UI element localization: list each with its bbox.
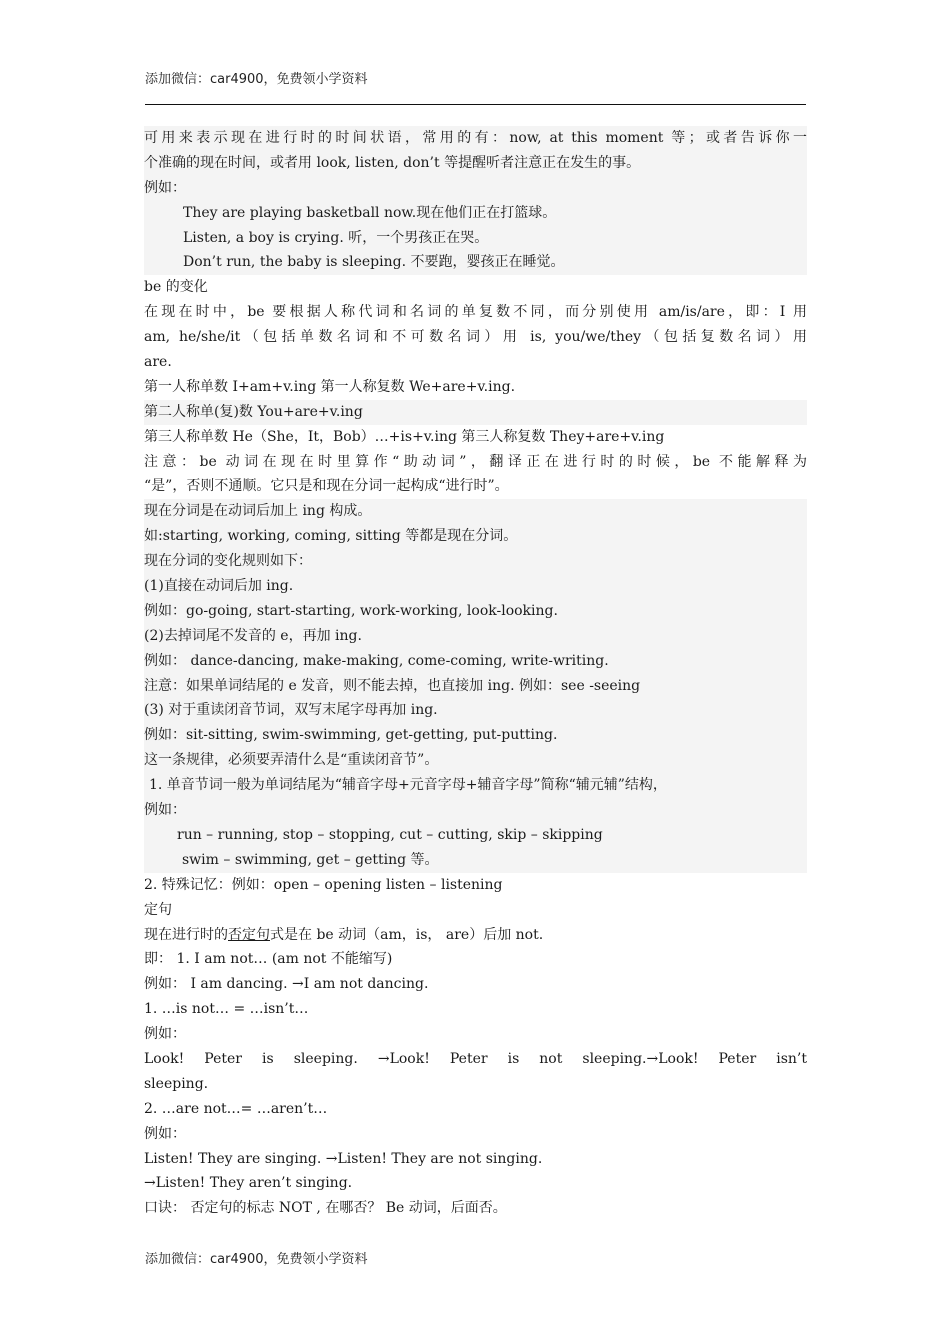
text-line: (2)去掉词尾不发音的 e，再加 ing. (144, 624, 807, 649)
text-line: 个准确的现在时间，或者用 look, listen, don’t 等提醒听者注意正在发生的事。 (144, 151, 807, 176)
text-line: 例如： (144, 1026, 186, 1043)
example-line: Don’t run, the baby is sleeping. 不要跑，婴孩正在睡觉。 (144, 250, 807, 275)
section-heading: be 的变化 (144, 279, 208, 296)
negation-prefix: 现在进行时的 (144, 926, 228, 943)
text-line: 第一人称单数 I+am+v.ing 第一人称复数 We+are+v.ing. (144, 378, 516, 395)
text-line: 例如：go-going, start-starting, work-working, look-looking. (144, 599, 807, 624)
text-line: 如:starting, working, coming, sitting 等都是现在分词。 (144, 524, 807, 549)
text-line: (1)直接在动词后加 ing. (144, 574, 807, 599)
text-line: 2. 特殊记忆：例如：open – opening listen – listening (144, 876, 503, 893)
text-line: 例如： (144, 798, 807, 823)
text-line: Listen! They are singing. →Listen! They are not singing. (144, 1150, 543, 1167)
text-line: 现在分词的变化规则如下： (144, 549, 807, 574)
text-line: 注意：be 动词在现在时里算作“助动词”，翻译正在进行时的时候，be 不能解释为 (144, 453, 807, 470)
text-line: 1. 单音节词一般为单词结尾为“辅音字母+元音字母+辅音字母”简称“辅元辅”结构， (144, 773, 807, 798)
text-line: 这一条规律，必须要弄清什么是“重读闭音节”。 (144, 748, 807, 773)
text-line: 例如：sit-sitting, swim-swimming, get-getting, put-putting. (144, 723, 807, 748)
text-line: 例如： (144, 176, 807, 201)
text-line: 例如： I am dancing. →I am not dancing. (144, 976, 429, 993)
text-line: are. (144, 354, 172, 371)
header-rule (145, 104, 806, 105)
text-line: 在现在时中，be 要根据人称代词和名词的单复数不同，而分别使用 am/is/are，即：I 用 (144, 304, 807, 321)
text-line: 注意：如果单词结尾的 e 发音，则不能去掉，也直接加 ing. 例如：see -seeing (144, 674, 807, 699)
example-line: Listen, a boy is crying. 听，一个男孩正在哭。 (144, 226, 807, 251)
page-header: 添加微信：car4900，免费领小学资料 (145, 72, 368, 87)
text-line: 例如： dance-dancing, make-making, come-coming, write-writing. (144, 649, 807, 674)
text-line: sleeping. (144, 1075, 209, 1092)
negation-rule-line (144, 923, 807, 948)
text-line: 可用来表示现在进行时的时间状语，常用的有：now, at this moment 等；或者告诉你一 (144, 126, 807, 151)
example-line: swim – swimming, get – getting 等。 (144, 848, 807, 873)
negation-suffix: 式是在 be 动词（am，is， are）后加 not. (270, 926, 544, 943)
text-line: Look! Peter is sleeping. →Look! Peter is not sleeping.→Look! Peter isn’t (144, 1050, 807, 1067)
example-line: They are playing basketball now.现在他们正在打篮球。 (144, 201, 807, 226)
text-line: “是”，否则不通顺。它只是和现在分词一起构成“进行时”。 (144, 478, 509, 495)
example-line: run – running, stop – stopping, cut – cutting, skip – skipping (144, 823, 807, 848)
text-line: 2. …are not…= …aren’t… (144, 1100, 328, 1117)
text-line: 即： 1. I am not… (am not 不能缩写) (144, 951, 393, 968)
text-line: 1. …is not… = …isn’t… (144, 1001, 309, 1018)
text-line: 第三人称单数 He（She，It，Bob）…+is+v.ing 第三人称复数 They+are+v.ing (144, 428, 665, 445)
text-line: am, he/she/it（包括单数名词和不可数名词）用 is, you/we/they（包括复数名词）用 (144, 329, 807, 346)
text-line: 例如： (144, 1125, 186, 1142)
text-line: →Listen! They aren’t singing. (144, 1175, 353, 1192)
negation-underlined: 否定句 (228, 926, 270, 943)
section-heading: 定句 (144, 901, 172, 918)
text-line: 口诀： 否定句的标志 NOT , 在哪否？ Be 动词，后面否。 (144, 1200, 507, 1217)
text-line: 现在分词是在动词后加上 ing 构成。 (144, 499, 807, 524)
page-footer: 添加微信：car4900，免费领小学资料 (145, 1252, 368, 1267)
text-line: 第二人称单(复)数 You+are+v.ing (144, 400, 807, 425)
document-body (144, 126, 807, 1221)
text-line: (3) 对于重读闭音节词，双写末尾字母再加 ing. (144, 698, 807, 723)
